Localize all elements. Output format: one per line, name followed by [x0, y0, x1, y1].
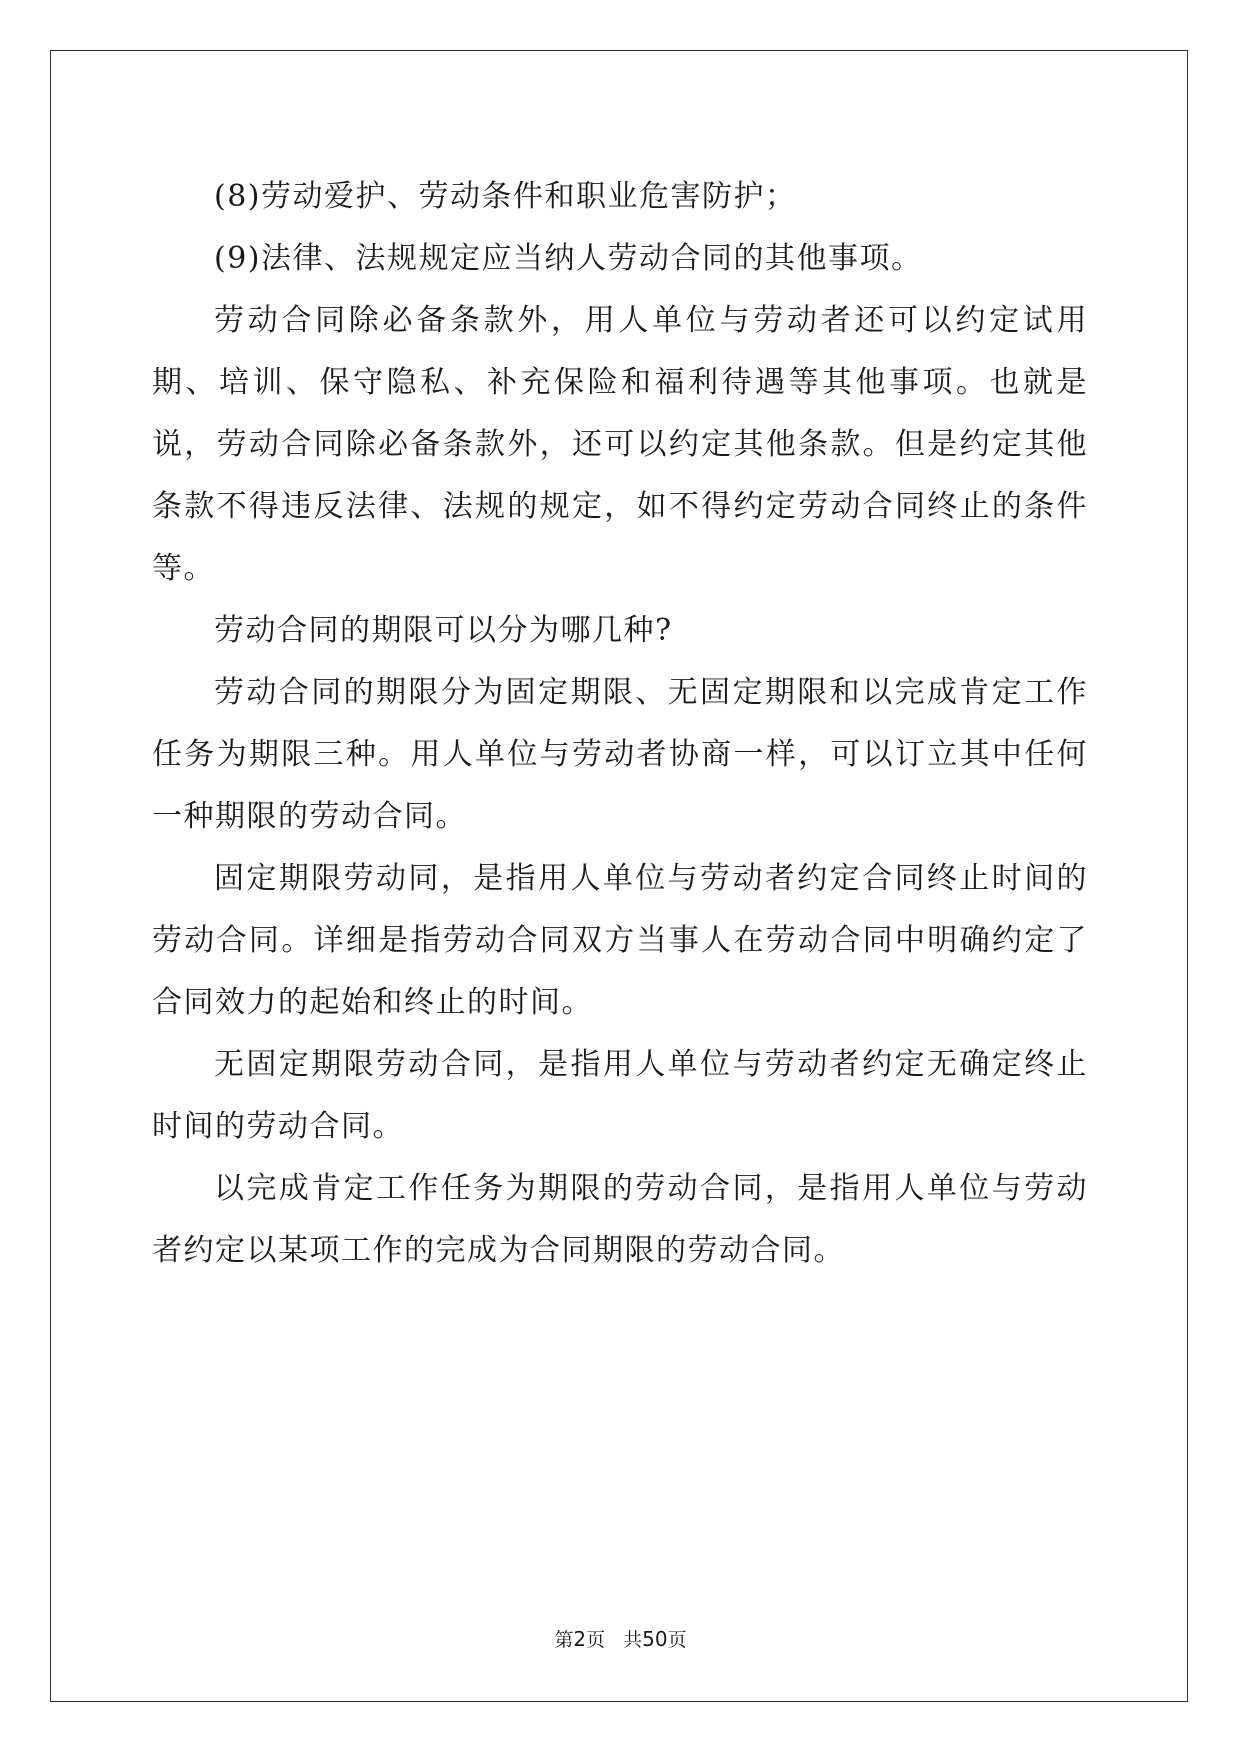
paragraph: (8)劳动爱护、劳动条件和职业危害防护；	[214, 179, 797, 214]
paragraph: 劳动合同的期限可以分为哪几种?	[214, 613, 673, 648]
document-body	[152, 166, 1088, 1282]
page-total: 50	[642, 1627, 668, 1651]
paragraph: 无固定期限劳动合同，是指用人单位与劳动者约定无确定终止时间的劳动合同。	[152, 1047, 1088, 1144]
total-prefix: 共	[623, 1629, 643, 1651]
paragraph: 劳动合同的期限分为固定期限、无固定期限和以完成肯定工作任务为期限三种。用人单位与劳动者协商一样，可以订立其中任何一种期限的劳动合同。	[152, 675, 1088, 834]
paragraph: 固定期限劳动同，是指用人单位与劳动者约定合同终止时间的劳动合同。详细是指劳动合同双方当事人在劳动合同中明确约定了合同效力的起始和终止的时间。	[152, 861, 1088, 1020]
paragraph: 以完成肯定工作任务为期限的劳动合同，是指用人单位与劳动者约定以某项工作的完成为合同期限的劳动合同。	[152, 1171, 1088, 1268]
page-current: 2	[573, 1627, 587, 1651]
page-prefix: 第	[554, 1629, 574, 1651]
paragraph: 劳动合同除必备条款外，用人单位与劳动者还可以约定试用期、培训、保守隐私、补充保险和福利待遇等其他事项。也就是说，劳动合同除必备条款外，还可以约定其他条款。但是约定其他条款不得违反法律、法规的规定，如不得约定劳动合同终止的条件等。	[152, 303, 1088, 586]
page-footer	[0, 1625, 1241, 1652]
page-suffix: 页	[586, 1629, 606, 1651]
total-suffix: 页	[667, 1629, 687, 1651]
paragraph: (9)法律、法规规定应当纳人劳动合同的其他事项。	[214, 241, 923, 276]
